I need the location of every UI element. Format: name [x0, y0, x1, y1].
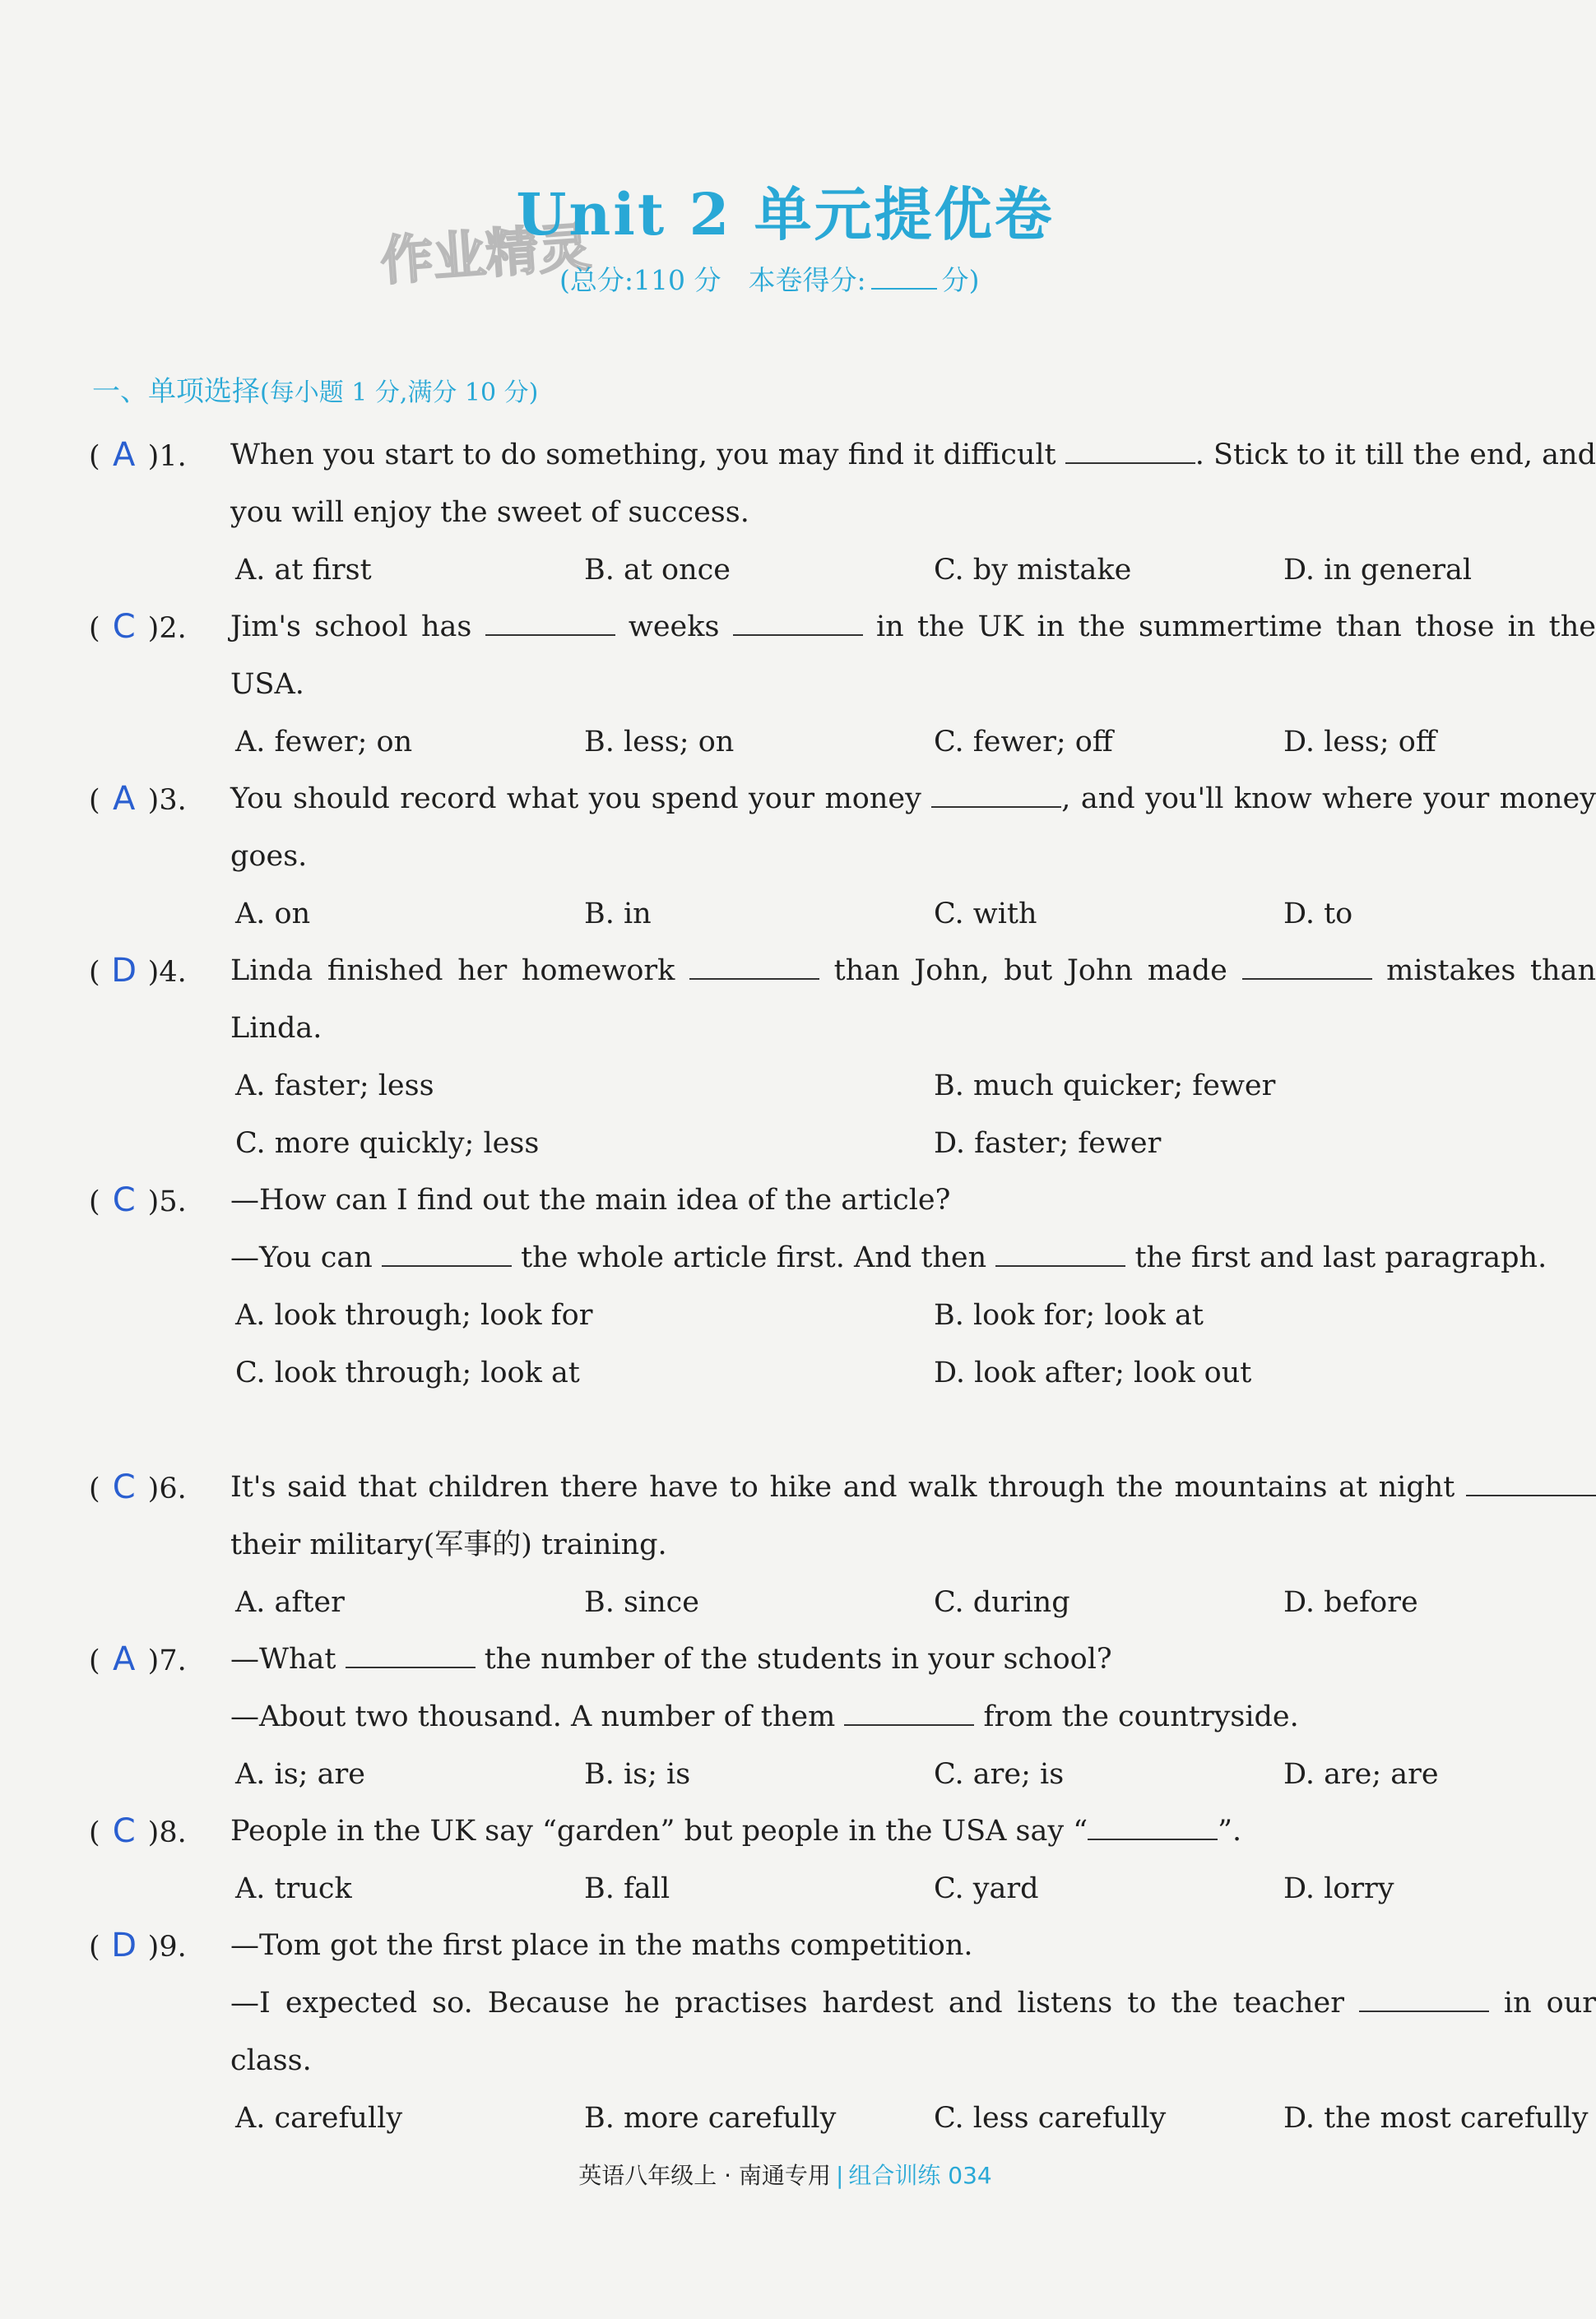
option-a[interactable]: A. on — [235, 897, 311, 930]
option-a[interactable]: A. after — [235, 1586, 345, 1619]
page-title: Unit 2 单元提优卷 — [516, 180, 1055, 248]
question-number: 7. — [159, 1644, 187, 1677]
option-d[interactable]: D. the most carefully — [1283, 2102, 1589, 2135]
option-d[interactable]: D. before — [1283, 1586, 1418, 1619]
option-c[interactable]: C. more quickly; less — [235, 1127, 540, 1160]
answer-bracket: ( C )5. — [89, 1171, 187, 1231]
question-1 — [89, 426, 1596, 599]
question-number: 1. — [159, 440, 187, 473]
section-title: 一、单项选择 — [92, 375, 260, 408]
score-label-end: 分) — [941, 264, 980, 296]
question-stem: It's said that children there have to hike and walk through the mountains at night their military(军事的) training. — [230, 1459, 1596, 1574]
answer-bracket: ( C )6. — [89, 1459, 187, 1518]
question-number: 6. — [159, 1473, 187, 1505]
answer-blank[interactable] — [1466, 1470, 1596, 1496]
option-b[interactable]: B. since — [584, 1586, 699, 1619]
option-b[interactable]: B. in — [584, 897, 652, 930]
answer-bracket: ( D )4. — [89, 942, 187, 1001]
score-blank[interactable] — [871, 263, 937, 290]
question-2 — [89, 598, 1596, 771]
option-b[interactable]: B. fall — [584, 1872, 670, 1905]
question-7 — [89, 1630, 1596, 1803]
answer-blank[interactable] — [733, 610, 863, 636]
option-b[interactable]: B. more carefully — [584, 2102, 837, 2135]
answer-blank[interactable] — [1359, 1986, 1489, 2012]
option-c[interactable]: C. by mistake — [934, 554, 1132, 587]
answer-mark: D — [111, 952, 137, 990]
answer-mark: A — [112, 436, 136, 474]
option-b[interactable]: B. less; on — [584, 726, 735, 758]
option-d[interactable]: D. faster; fewer — [934, 1127, 1162, 1160]
option-a[interactable]: A. truck — [235, 1872, 352, 1905]
answer-mark: C — [112, 1812, 136, 1850]
option-d[interactable]: D. are; are — [1283, 1758, 1439, 1791]
question-4 — [89, 942, 1596, 1172]
option-a[interactable]: A. look through; look for — [235, 1299, 593, 1332]
question-stem: People in the UK say “garden” but people in the USA say “ ”. — [230, 1815, 1242, 1848]
answer-blank[interactable] — [995, 1241, 1125, 1267]
answer-blank[interactable] — [485, 610, 615, 636]
option-c[interactable]: C. yard — [934, 1872, 1039, 1905]
question-number: 9. — [159, 1931, 187, 1964]
question-number: 2. — [159, 612, 187, 645]
question-number: 5. — [159, 1185, 187, 1218]
question-stem: Jim's school has weeks in the UK in the summertime than those in the USA. — [230, 610, 1596, 701]
question-6 — [89, 1459, 1596, 1631]
question-number: 4. — [159, 956, 187, 989]
answer-mark: C — [112, 1181, 136, 1219]
answer-mark: C — [112, 1468, 136, 1506]
answer-mark: A — [112, 1640, 136, 1678]
answer-bracket: ( A )7. — [89, 1630, 187, 1690]
answer-blank[interactable] — [931, 782, 1061, 808]
option-d[interactable]: D. to — [1283, 897, 1353, 930]
option-d[interactable]: D. in general — [1283, 554, 1473, 587]
watermark-logo: 作业精灵 — [378, 217, 593, 293]
question-3 — [89, 770, 1596, 943]
answer-bracket: ( A )1. — [89, 426, 187, 485]
option-c[interactable]: C. fewer; off — [934, 726, 1113, 758]
option-c[interactable]: C. with — [934, 897, 1037, 930]
options — [230, 2089, 1596, 2147]
options — [230, 1860, 1596, 1918]
question-stem: You should record what you spend your money , and you'll know where your money goes. — [230, 782, 1596, 873]
option-d[interactable]: D. look after; look out — [934, 1357, 1252, 1389]
page-number: 034 — [948, 2162, 992, 2189]
answer-blank[interactable] — [689, 953, 819, 980]
question-stem: —You can the whole article first. And then the first and last paragraph. — [230, 1241, 1547, 1274]
answer-bracket: ( C )8. — [89, 1802, 187, 1862]
options — [230, 1344, 1596, 1402]
options — [230, 1057, 1596, 1115]
option-c[interactable]: C. during — [934, 1586, 1070, 1619]
options — [230, 1574, 1596, 1631]
question-8 — [89, 1802, 1596, 1918]
options — [230, 541, 1596, 599]
answer-mark: A — [112, 780, 136, 818]
option-c[interactable]: C. look through; look at — [235, 1357, 580, 1389]
question-dialog-line: —How can I find out the main idea of the article? — [230, 1184, 951, 1217]
question-number: 8. — [159, 1816, 187, 1849]
answer-blank[interactable] — [1065, 438, 1195, 464]
answer-blank[interactable] — [382, 1241, 512, 1267]
option-c[interactable]: C. less carefully — [934, 2102, 1167, 2135]
options — [230, 885, 1596, 943]
footer-section: 组合训练 — [848, 2162, 941, 2189]
question-stem: Linda finished her homework than John, but John made mistakes than Linda. — [230, 954, 1596, 1045]
options — [230, 1115, 1596, 1172]
section-heading — [92, 369, 538, 409]
options — [230, 1287, 1596, 1344]
option-a[interactable]: A. carefully — [235, 2102, 403, 2135]
answer-blank[interactable] — [1088, 1814, 1218, 1840]
question-5 — [89, 1171, 1596, 1402]
answer-mark: D — [111, 1927, 137, 1964]
question-dialog-line: —Tom got the first place in the maths competition. — [230, 1929, 973, 1962]
question-9 — [89, 1917, 1596, 2147]
option-a[interactable]: A. faster; less — [235, 1069, 434, 1102]
option-d[interactable]: D. less; off — [1283, 726, 1436, 758]
section-note: (每小题 1 分,满分 10 分) — [260, 378, 539, 407]
answer-blank[interactable] — [844, 1700, 974, 1726]
page-footer: 英语八年级上 · 南通专用 | 组合训练 034 — [578, 2162, 992, 2189]
option-d[interactable]: D. lorry — [1283, 1872, 1394, 1905]
question-number: 3. — [159, 784, 187, 817]
score-line — [559, 259, 979, 298]
question-dialog-line: —About two thousand. A number of them from the countryside. — [230, 1700, 1299, 1733]
options — [230, 1746, 1596, 1803]
option-b[interactable]: B. look for; look at — [934, 1299, 1204, 1332]
option-b[interactable]: B. at once — [584, 554, 731, 587]
option-a[interactable]: A. fewer; on — [235, 726, 413, 758]
footer-book: 英语八年级上 · 南通专用 — [578, 2162, 831, 2189]
answer-blank[interactable] — [346, 1642, 476, 1668]
answer-bracket: ( D )9. — [89, 1917, 187, 1976]
option-b[interactable]: B. much quicker; fewer — [934, 1069, 1276, 1102]
option-c[interactable]: C. are; is — [934, 1758, 1065, 1791]
question-stem: —What the number of the students in your school? — [230, 1643, 1112, 1676]
question-stem: When you start to do something, you may find it difficult . Stick to it till the end, and you will enjoy the sweet of success. — [230, 438, 1596, 529]
answer-blank[interactable] — [1242, 953, 1372, 980]
option-a[interactable]: A. is; are — [235, 1758, 365, 1791]
question-stem: —I expected so. Because he practises hardest and listens to the teacher in our class. — [230, 1987, 1596, 2077]
score-label: (总分:110 分 本卷得分: — [559, 264, 866, 296]
option-b[interactable]: B. is; is — [584, 1758, 691, 1791]
options — [230, 713, 1596, 771]
option-a[interactable]: A. at first — [235, 554, 372, 587]
answer-mark: C — [112, 608, 136, 646]
answer-bracket: ( C )2. — [89, 598, 187, 657]
answer-bracket: ( A )3. — [89, 770, 187, 829]
